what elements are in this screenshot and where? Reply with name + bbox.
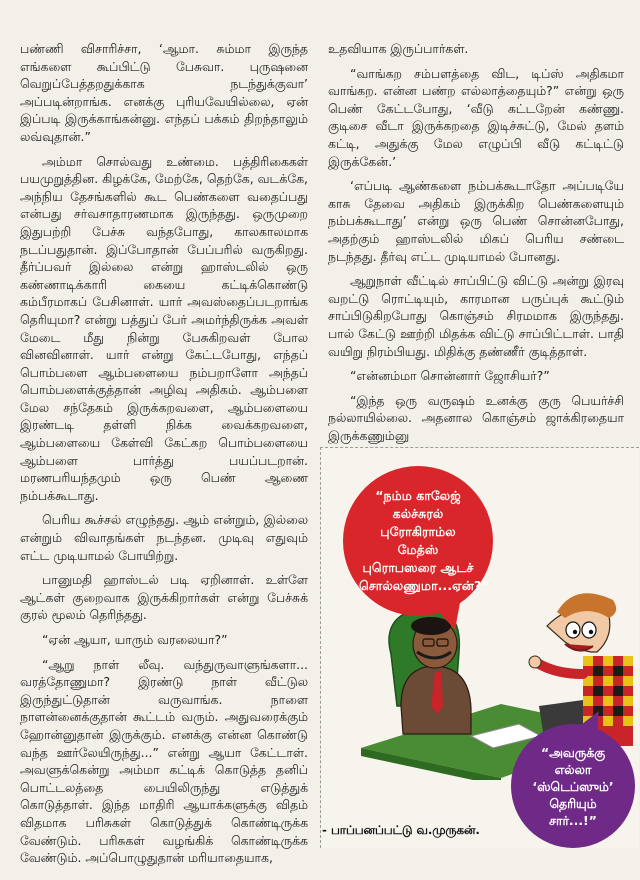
speech-bubble-answer [511,724,635,848]
paragraph: “வாங்கற சம்பளத்தை விட, டிப்ஸ் அதிகமா வாங்கற. என்ன பண்ற எல்லாத்தையும்?” என்று ஒரு பெண் கேட்டபோது, ‘வீடு கட்டறேன் கண்ணு. குடிசை வீடா இருக்கறதை இடிச்சுட்டு, மேல் தளம் கட்டி, அதுக்கு மேல எழுப்பி வீடு கட்டிட்டு இருக்கேன்.’ [328,65,624,169]
student-hand [529,656,541,668]
speech-bubble-answer-text: “அவருக்கு எல்லா ‘ஸ்டெப்ஸும்’ தெரியும் சார்...!” [532,744,614,828]
right-text-column [328,40,624,451]
paragraph: பண்ணி விசாரிச்சா, ‘ஆமா. சும்மா இருந்த எங்களை கூப்பிட்டு பேசுவா. புருஷனை வெறுப்பேத்தறதுக்காக நடந்துக்குவா’ அப்படின்றாங்க. எனக்கு புரியவேயில்லை, ஏன் இப்படி இருக்காங்கன்னு. எந்தப் பக்கம் திறந்தாலும் லவ்வுதான்.” [20,41,308,144]
paragraph: “என்னம்மா சொன்னார் ஜோசியர்?” [350,368,550,384]
cartoon-panel [320,447,639,848]
student-eye-right [582,622,596,638]
paragraph: “ஏன் ஆயா, யாரும் வரலையா?” [42,632,228,647]
paragraph: உதவியாக இருப்பார்கள். [328,41,469,56]
paragraph: பானுமதி ஹாஸ்டல் படி ஏறினாள். உள்ளே ஆட்கள் குறைவாக இருக்கிறார்கள் என்று பேச்சுக் குரல் மூலம் தெரிந்தது. [20,572,308,623]
left-text-column [20,40,308,874]
student-pupil-left [573,630,577,634]
student-arm [539,664,583,674]
paragraph: ‘எப்படி ஆண்களை நம்பக்கூடாதோ அப்படியே காசு தேவை அதிகம் இருக்கிற பெண்களையும் நம்பக்கூடாது’ என்று ஒரு பெண் சொன்னபோது, அதற்கும் ஹாஸ்டலில் மிகப் பெரிய சண்டை நடந்தது. தீர்வு எட்ட முடியாமல் போனது. [328,178,624,264]
speech-bubble-question [343,466,493,616]
student-eye-left [566,622,580,638]
cartoon-credit: - பாப்பனப்பட்டு வ.முருகன். [322,823,480,837]
paragraph: அம்மா சொல்வது உண்மை. பத்திரிகைகள் பயமுறுத்தின. கிழக்கே, மேற்கே, தெற்கே, வடக்கே, அந்நிய தேசங்களில் கூட பெண்களை வதைப்பது என்பது சர்வசாதாரணமாக இருந்தது. ஒருமுறை இதுபற்றி பேச்சு வந்தபோது, காலகாலமாக நடப்பதுதான். இப்போதான் பேப்பரில் வருகிறது. தீர்ப்பவர் இல்லை என்று ஹாஸ்டலில் ஒரு கண்ணாடிக்காரி கையை கட்டிக்கொண்டு கம்பீரமாகப் பேசினாள். யார் அவஸ்தைப்படறாங்க தெரியுமா? என்று பத்துப் பேர் அமர்ந்திருக்க அவள் மேடை மீது நின்று பேசுகிறவள் போல வினவினாள். யார் என்று கேட்டபோது, எந்தப் பொம்பளை ஆம்பளையை நம்பறாளோ அந்தப் பொம்பளைக்குத்தான் அழிவு அதிகம். ஆம்பளை மேல சந்தேகம் இருக்கறவளை, ஆம்பளையை இரண்டடி தள்ளி நிக்க வைக்கறவளை, ஆம்பளையை கேள்வி கேட்கற பொம்பளையை ஆம்பளை பார்த்து பயப்படறான். மரணபரியந்தமும் ஒரு பெண் ஆணை நம்பக்கூடாது. [20,153,308,503]
speech-bubble-question-text: “நம்ம காலேஜ் கல்ச்சுரல் புரோகிராம்ல மேத்ஸ் புரொபஸரை ஆடச் சொல்லணுமா...ஏன்?” [359,488,490,593]
paragraph: பெரிய கூச்சல் எழுந்தது. ஆம் என்றும், இல்லை என்றும் விவாதங்கள் நடந்தன. முடிவு எதுவும் எட்ட முடியாமல் போயிற்று. [20,512,308,563]
paragraph: “இந்த ஒரு வருஷம் உனக்கு குரு பெயர்ச்சி நல்லாயில்லை. அதனால கொஞ்சம் ஜாக்கிரதையா இருக்கணும்னு [328,392,624,443]
paragraph: ஆறுநாள் வீட்டில் சாப்பிட்டு விட்டு அன்று இரவு வறட்டு ரொட்டியும், காரமான பருப்புக் கூட்டும் சாப்பிடுகிறபோது கொஞ்சம் சிரமமாக இருந்தது. பால் கேட்டு ஊற்றி மிதக்க விட்டு சாப்பிட்டாள். பாதி வயிறு நிரம்பியது. மிதிக்கு தண்ணீர் குடித்தாள். [328,273,624,359]
student-pupil-right [589,630,593,634]
paragraph: “ஆறு நாள் லீவு. வந்துருவாளுங்களா... வரத்தோணுமா? இரண்டு நாள் வீட்டுல இருந்துட்டுதான் வருவாங்க. நாளை நாளன்னைக்குதான் கூட்டம் வரும். அதுவரைக்கும் ஹோன்னுதான் இருக்கும். எனக்கு என்ன கொண்டு வந்த ஊர்லேயிருந்து...” என்று ஆயா கேட்டாள். அவளுக்கென்று அம்மா கட்டிக் கொடுத்த தனிப் பொட்டலத்தை பையிலிருந்து எடுத்துக் கொடுத்தாள். இந்த மாதிரி ஆயாக்களுக்கு விதம் விதமாக பரிசுகள் கொடுத்துக் கொண்டிருக்க வேண்டும். பரிசுகள் வழங்கிக் கொண்டிருக்க வேண்டும். அப்பொழுதுதான் மரியாதையாக, [20,656,308,866]
